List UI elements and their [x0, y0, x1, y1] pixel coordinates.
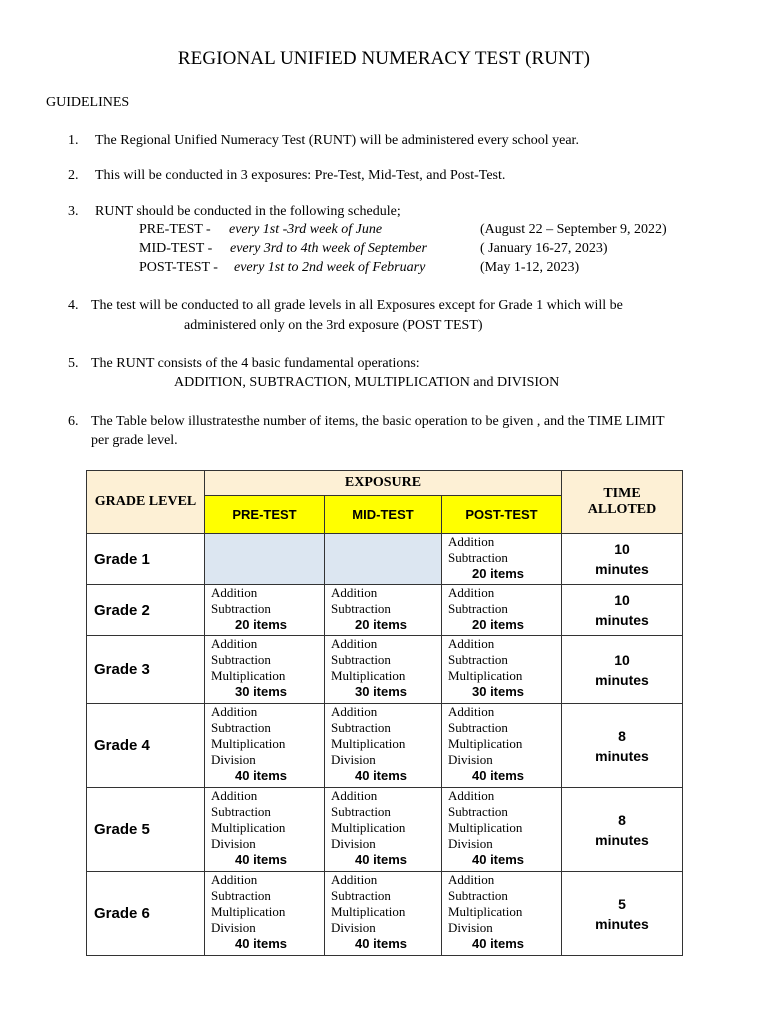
operation: Addition: [211, 704, 258, 719]
item-count: 40 items: [235, 936, 288, 951]
operation: Addition: [448, 704, 495, 719]
schedule-label: PRE-TEST -: [139, 222, 211, 237]
time-unit: minutes: [595, 561, 649, 577]
operation: Multiplication: [448, 736, 523, 751]
time-header-line-1: TIME: [603, 486, 641, 501]
operation: Multiplication: [448, 668, 523, 683]
operation: Addition: [211, 585, 258, 600]
mid-test-cell: [325, 636, 442, 704]
operation: Addition: [331, 704, 378, 719]
operation: Subtraction: [448, 720, 508, 735]
item-count: 40 items: [235, 768, 288, 783]
time-unit: minutes: [595, 915, 649, 932]
operation: Addition: [331, 636, 378, 651]
item-count: 40 items: [355, 768, 408, 783]
table-row: [87, 788, 683, 872]
operation: Addition: [448, 872, 495, 887]
time-value: 8: [618, 811, 626, 828]
item-1-text: The Regional Unified Numeracy Test (RUNT) will be administered every school year.: [95, 133, 579, 148]
item-2-text: This will be conducted in 3 exposures: Pre-Test, Mid-Test, and Post-Test.: [95, 168, 506, 183]
pre-test-cell: [205, 788, 325, 872]
schedule-label: POST-TEST -: [139, 260, 218, 275]
grade-cell: Grade 6: [87, 872, 205, 956]
item-5-operations: ADDITION, SUBTRACTION, MULTIPLICATION and DIVISION: [174, 375, 560, 390]
time-value: 10: [614, 651, 630, 668]
item-4-continuation: administered only on the 3rd exposure (POST TEST): [184, 318, 483, 333]
item-6-continuation: per grade level.: [91, 433, 178, 448]
empty-cell: [205, 534, 325, 585]
grade-cell: Grade 2: [87, 585, 205, 636]
item-1-number: 1.: [68, 133, 79, 148]
item-count: 30 items: [472, 684, 525, 699]
time-cell: [562, 704, 683, 788]
post-test-cell: [442, 636, 562, 704]
table-row: [87, 704, 683, 788]
time-unit: minutes: [595, 831, 649, 848]
operation: Division: [211, 920, 256, 935]
item-count: 40 items: [472, 852, 525, 867]
operation: Subtraction: [448, 652, 508, 667]
operation: Addition: [448, 585, 495, 600]
guidelines-heading: GUIDELINES: [46, 95, 130, 110]
operation: Subtraction: [331, 720, 391, 735]
post-test-cell: [442, 704, 562, 788]
operation: Subtraction: [211, 888, 271, 903]
post-test-cell: [442, 534, 562, 585]
time-unit: minutes: [595, 671, 649, 688]
item-count: 40 items: [472, 768, 525, 783]
operation: Subtraction: [448, 601, 508, 616]
item-count: 40 items: [472, 936, 525, 951]
schedule-dates: (August 22 – September 9, 2022): [480, 222, 667, 237]
pre-test-cell: [205, 585, 325, 636]
empty-cell: [325, 534, 442, 585]
operation: Subtraction: [211, 804, 271, 819]
time-value: 5: [618, 895, 626, 912]
operation: Multiplication: [331, 820, 406, 835]
operation: Multiplication: [331, 904, 406, 919]
time-value: 10: [614, 592, 630, 608]
post-test-cell: [442, 585, 562, 636]
operation: Addition: [331, 788, 378, 803]
operation: Division: [448, 752, 493, 767]
grade-cell: Grade 4: [87, 704, 205, 788]
operation: Subtraction: [448, 804, 508, 819]
operation: Division: [331, 836, 376, 851]
time-alloted-header: [562, 471, 683, 534]
operation: Multiplication: [211, 736, 286, 751]
operation: Subtraction: [211, 652, 271, 667]
time-cell: [562, 636, 683, 704]
item-2-number: 2.: [68, 168, 79, 183]
table-row: [87, 534, 683, 585]
time-value: 10: [614, 541, 630, 557]
operation: Multiplication: [211, 820, 286, 835]
pre-test-cell: [205, 636, 325, 704]
schedule-label: MID-TEST -: [139, 241, 213, 256]
operation: Addition: [448, 636, 495, 651]
post-test-cell: [442, 788, 562, 872]
operation: Division: [211, 836, 256, 851]
schedule-dates: (May 1-12, 2023): [480, 260, 580, 275]
item-4-number: 4.: [68, 298, 79, 313]
pre-test-header: PRE-TEST: [205, 496, 325, 534]
item-count: 40 items: [355, 852, 408, 867]
item-count: 20 items: [235, 617, 288, 632]
mid-test-cell: [325, 585, 442, 636]
mid-test-cell: [325, 788, 442, 872]
operation: Subtraction: [331, 652, 391, 667]
page-title: REGIONAL UNIFIED NUMERACY TEST (RUNT): [177, 48, 591, 69]
operation: Division: [331, 752, 376, 767]
grade-cell: Grade 3: [87, 636, 205, 704]
pre-test-cell: [205, 704, 325, 788]
operation: Subtraction: [448, 888, 508, 903]
operation: Addition: [211, 788, 258, 803]
post-test-cell: [442, 872, 562, 956]
item-count: 20 items: [355, 617, 408, 632]
operation: Addition: [211, 872, 258, 887]
operation: Subtraction: [211, 720, 271, 735]
mid-test-header: MID-TEST: [325, 496, 442, 534]
pre-test-cell: [205, 872, 325, 956]
operation: Division: [331, 920, 376, 935]
item-5-text: The RUNT consists of the 4 basic fundamental operations:: [91, 356, 420, 371]
item-6-number: 6.: [68, 414, 79, 429]
schedule-dates: ( January 16-27, 2023): [480, 241, 608, 256]
grade-level-header: GRADE LEVEL: [87, 471, 205, 534]
item-count: 30 items: [355, 684, 408, 699]
grade-cell: Grade 5: [87, 788, 205, 872]
operation: Multiplication: [448, 820, 523, 835]
operation: Multiplication: [331, 668, 406, 683]
operation: Subtraction: [448, 550, 508, 565]
time-cell: [562, 788, 683, 872]
item-count: 20 items: [472, 566, 525, 581]
operation: Multiplication: [211, 904, 286, 919]
operation: Division: [211, 752, 256, 767]
time-unit: minutes: [595, 747, 649, 764]
item-count: 20 items: [472, 617, 525, 632]
operation: Multiplication: [448, 904, 523, 919]
schedule-description: every 1st to 2nd week of February: [234, 260, 426, 275]
operation: Division: [448, 920, 493, 935]
time-cell: [562, 534, 683, 585]
time-value: 8: [618, 727, 626, 744]
operation: Subtraction: [331, 888, 391, 903]
post-test-header: POST-TEST: [442, 496, 562, 534]
time-cell: [562, 872, 683, 956]
table-row: [87, 636, 683, 704]
item-6-text: The Table below illustratesthe number of items, the basic operation to be given , and the TIME LIMIT: [91, 414, 665, 429]
item-count: 40 items: [235, 852, 288, 867]
item-3-number: 3.: [68, 204, 79, 219]
mid-test-cell: [325, 704, 442, 788]
operation: Addition: [331, 872, 378, 887]
item-count: 30 items: [235, 684, 288, 699]
runt-table: [86, 470, 683, 956]
item-3-text: RUNT should be conducted in the following schedule;: [95, 204, 401, 219]
exposure-header: EXPOSURE: [205, 471, 562, 496]
operation: Addition: [211, 636, 258, 651]
operation: Multiplication: [211, 668, 286, 683]
schedule-description: every 3rd to 4th week of September: [230, 241, 427, 256]
table-row: [87, 872, 683, 956]
grade-cell: Grade 1: [87, 534, 205, 585]
mid-test-cell: [325, 872, 442, 956]
table-row: [87, 585, 683, 636]
time-cell: [562, 585, 683, 636]
operation: Addition: [448, 788, 495, 803]
time-header-line-2: ALLOTED: [587, 502, 657, 517]
operation: Subtraction: [331, 601, 391, 616]
time-unit: minutes: [595, 612, 649, 628]
operation: Multiplication: [331, 736, 406, 751]
operation: Addition: [448, 534, 495, 549]
operation: Addition: [331, 585, 378, 600]
operation: Division: [448, 836, 493, 851]
item-count: 40 items: [355, 936, 408, 951]
schedule-description: every 1st -3rd week of June: [229, 222, 383, 237]
operation: Subtraction: [331, 804, 391, 819]
item-4-text: The test will be conducted to all grade levels in all Exposures except for Grade 1 which will be: [91, 298, 623, 313]
item-5-number: 5.: [68, 356, 79, 371]
operation: Subtraction: [211, 601, 271, 616]
